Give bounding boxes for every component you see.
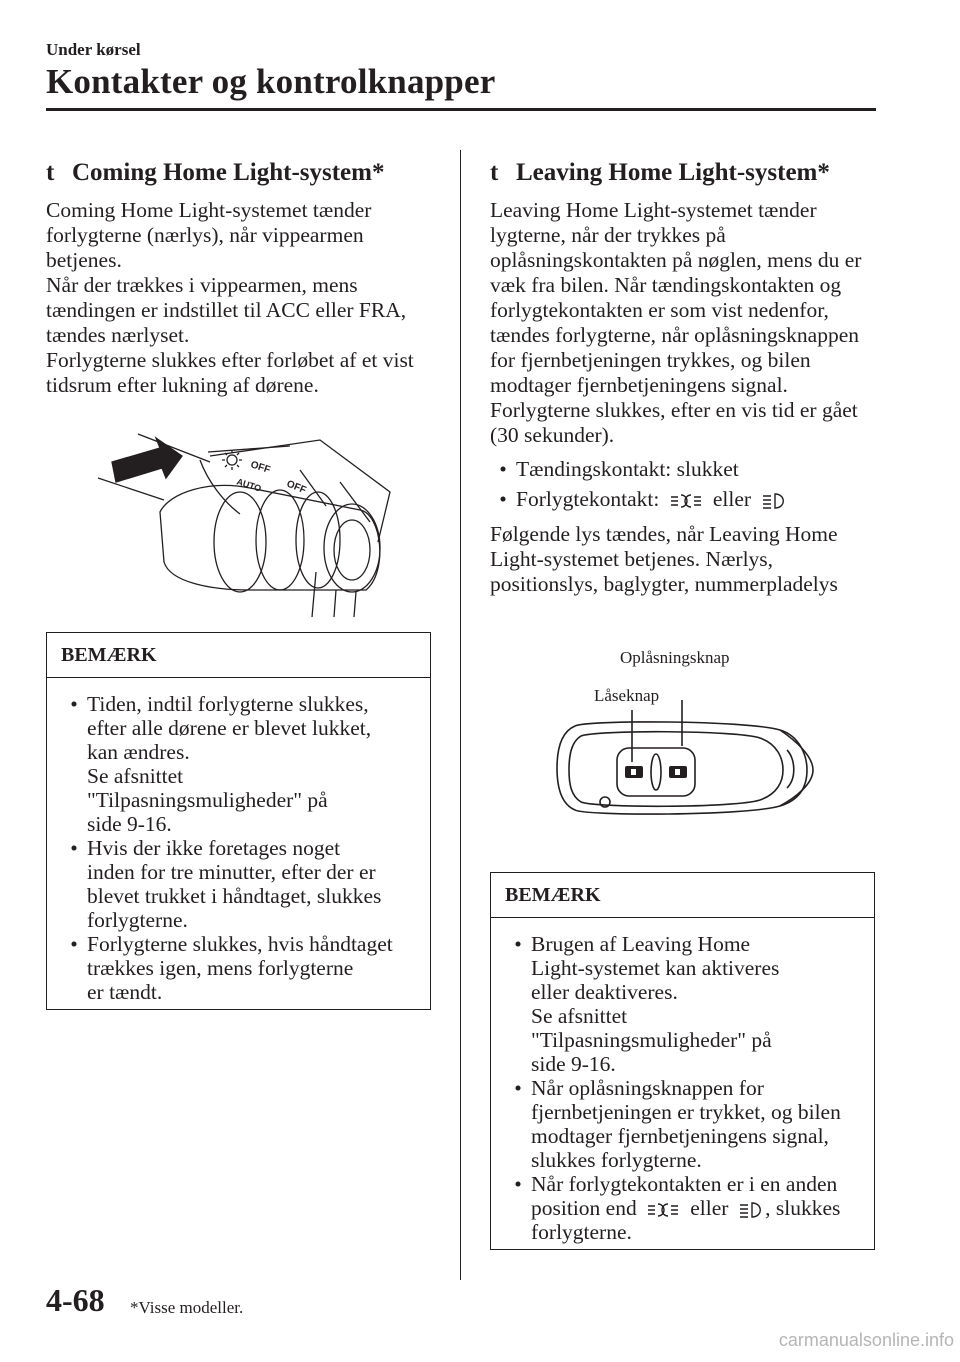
lock-button-label: Låseknap — [594, 686, 660, 705]
bullet-dot: • — [499, 487, 507, 511]
note-line: Når forlygtekontakten er i en anden — [531, 1172, 838, 1196]
coming-home-paragraph: Når der trækkes i vippearmen, mens tændingen er indstillet til ACC eller FRA, tændes nærlyset. — [46, 273, 407, 347]
smart-key-icon — [545, 700, 815, 830]
note-item-text: Når oplåsningsknappen for fjernbetjeningen er trykket, og bilen modtager fjernbetjeningens signal, slukkes forlygterne. — [531, 1076, 841, 1172]
note-body — [47, 678, 430, 1014]
lever-label: AUTO — [235, 476, 263, 494]
coming-home-heading-text: Coming Home Light-system* — [72, 159, 385, 186]
lever-label: OFF — [249, 459, 272, 477]
leaving-home-paragraph: Leaving Home Light-systemet tænder lygterne, når der trykkes på oplåsningskontakten på nøglen, mens du er væk fra bilen. Når tændingskontakten og forlygtekontakten er som vist nedenfor, tændes forlygterne, når oplåsningsknappen for fjernbetjeningen trykkes, og bilen modtager fjernbetjeningens signal. Forlygterne slukkes, efter en vis tid er gået (30 sekunder). — [490, 198, 862, 447]
parking-lights-icon — [647, 1201, 679, 1219]
low-beam-icon — [762, 492, 788, 510]
note-title: BEMÆRK — [491, 873, 874, 918]
right-note-box — [490, 872, 875, 1250]
bullet-dot: • — [514, 1172, 522, 1196]
bullet-dot: • — [499, 457, 507, 481]
note-item-text: Hvis der ikke foretages noget inden for tre minutter, efter der er blevet trukket i håndtaget, slukkes forlygterne. — [87, 836, 382, 932]
note-line: , slukkes — [765, 1196, 841, 1220]
note-body — [491, 918, 874, 1254]
note-item-text: Tiden, indtil forlygterne slukkes, efter alle dørene er blevet lukket, kan ændres. Se afsnittet "Tilpasningsmuligheder" på side 9-16. — [87, 692, 372, 836]
note-item-text: Forlygterne slukkes, hvis håndtaget trækkes igen, mens forlygterne er tændt. — [87, 932, 393, 1004]
note-line: position end — [531, 1196, 637, 1220]
heading-bullet-glyph: t — [46, 159, 55, 186]
note-item-text — [531, 1172, 840, 1244]
heading-bullet-glyph: t — [490, 159, 499, 186]
bullet-dot: • — [514, 932, 522, 956]
note-item — [505, 1172, 864, 1244]
bullet-dot: • — [514, 1076, 522, 1100]
coming-home-body — [46, 198, 436, 398]
leaving-home-paragraph: Følgende lys tændes, når Leaving Home Light-systemet betjenes. Nærlys, positionslys, baglygter, nummerpladelys — [490, 522, 838, 596]
note-item — [61, 836, 420, 932]
list-item-label: Forlygtekontakt: — [516, 487, 660, 511]
bullet-dot: • — [70, 932, 78, 956]
coming-home-paragraph: Forlygterne slukkes efter forløbet af et vist tidsrum efter lukning af dørene. — [46, 348, 414, 397]
footnote: *Visse modeller. — [130, 1298, 244, 1317]
coming-home-heading — [46, 158, 436, 188]
header-rule — [46, 108, 876, 111]
unlock-button-label: Oplåsningsknap — [620, 648, 730, 667]
bullet-dot: • — [70, 836, 78, 860]
list-item-conjunction: eller — [712, 487, 752, 511]
note-item-text: Brugen af Leaving Home Light-systemet kan aktiveres eller deaktiveres. Se afsnittet "Tilpasningsmuligheder" på side 9-16. — [531, 932, 780, 1076]
list-item-text: Tændingskontakt: slukket — [516, 457, 739, 481]
leaving-home-body — [490, 198, 880, 597]
note-line: forlygterne. — [531, 1220, 632, 1244]
note-item — [505, 932, 864, 1076]
note-item — [505, 1076, 864, 1172]
watermark: carmanualsonline.info — [778, 1330, 954, 1350]
list-item-text — [516, 484, 788, 514]
coming-home-paragraph: Coming Home Light-systemet tænder forlygterne (nærlys), når vippearmen betjenes. — [46, 198, 372, 272]
bullet-dot: • — [70, 692, 78, 716]
left-note-box — [46, 632, 431, 1010]
chapter-title: Kontakter og kontrolknapper — [46, 62, 496, 101]
note-title: BEMÆRK — [47, 633, 430, 678]
leaving-home-heading-text: Leaving Home Light-system* — [516, 159, 830, 186]
list-item — [490, 484, 880, 514]
leaving-home-heading — [490, 158, 880, 188]
parking-lights-icon — [670, 492, 702, 510]
left-column — [46, 158, 436, 398]
page-number: 4-68 — [46, 1282, 105, 1318]
headlight-lever-icon — [90, 422, 400, 617]
column-divider — [460, 150, 461, 1280]
switch-positions-list — [490, 454, 880, 514]
section-label: Under kørsel — [46, 40, 141, 59]
right-column — [490, 158, 880, 597]
note-conjunction: eller — [690, 1196, 729, 1220]
low-beam-icon — [739, 1201, 765, 1219]
list-item — [490, 454, 880, 484]
note-item — [61, 692, 420, 836]
lever-label: OFF — [284, 478, 308, 497]
note-item — [61, 932, 420, 1004]
